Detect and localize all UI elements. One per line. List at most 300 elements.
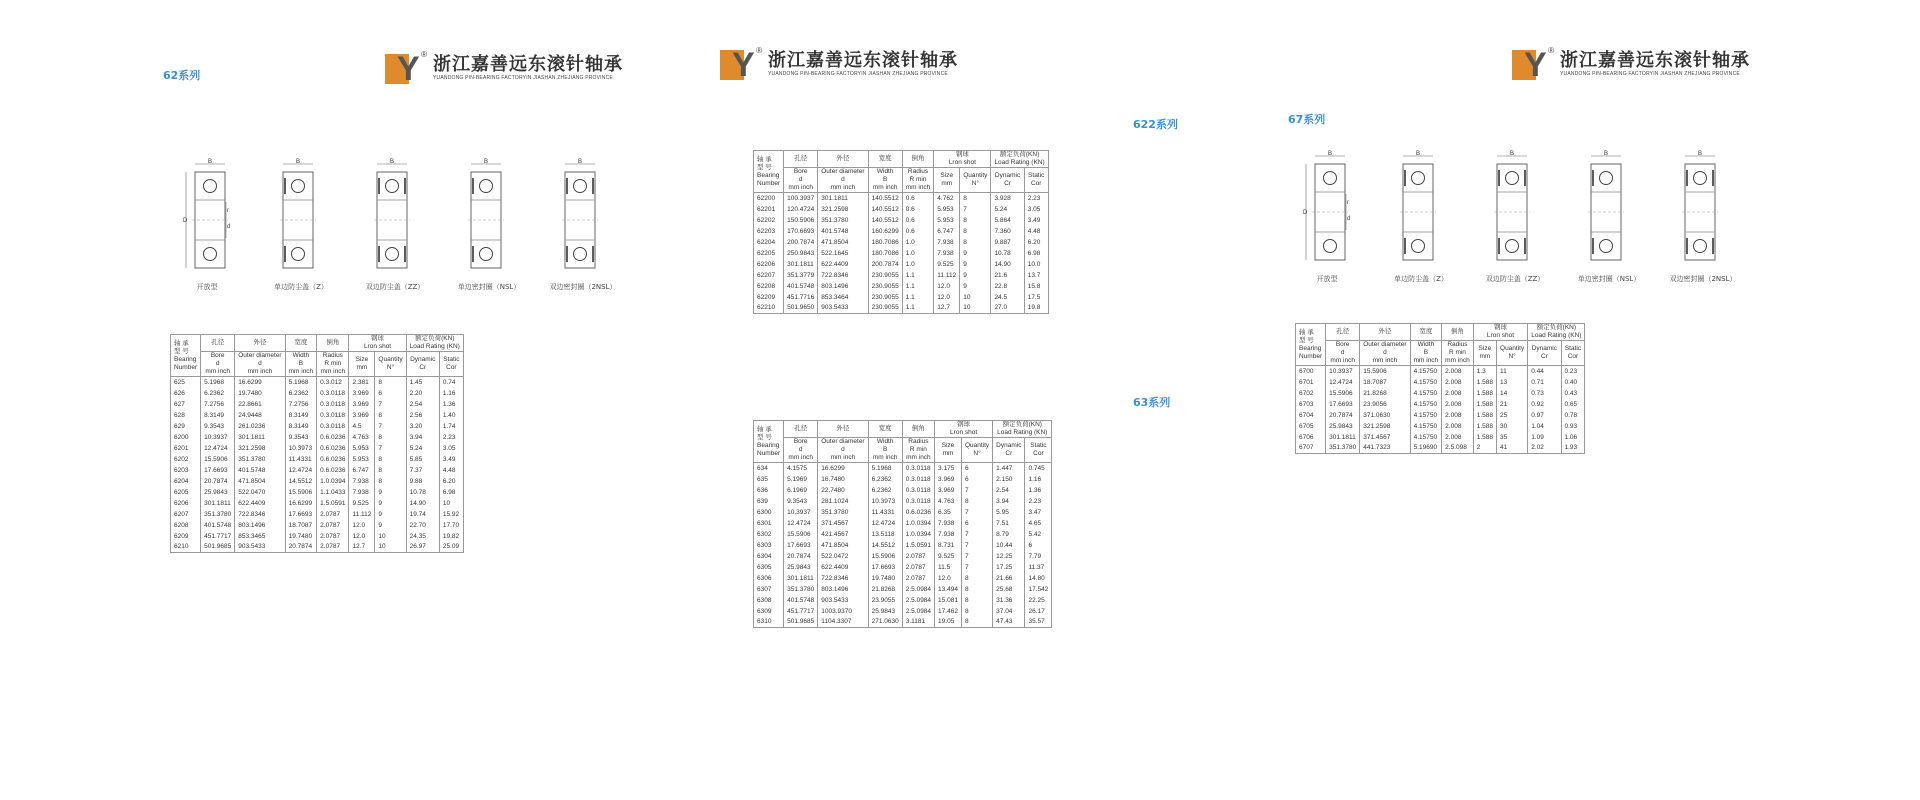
table-cell: 12.4724	[201, 443, 235, 454]
col-radius-en: Radius R min mm inch	[902, 168, 934, 193]
col-static: Static Cor	[1024, 168, 1048, 193]
table-cell: 0.3.0118	[902, 474, 934, 485]
table-cell: 10.78	[991, 248, 1024, 259]
table-cell: 21.8268	[1360, 388, 1410, 399]
col-od-cn: 外径	[818, 421, 868, 438]
table-cell: 170.6693	[784, 226, 818, 237]
table-row	[171, 542, 464, 553]
table-cell: 20.7874	[285, 542, 317, 553]
table-cell: 180.7086	[868, 248, 902, 259]
table-cell: 501.9685	[784, 617, 818, 628]
table-cell: 8	[375, 432, 406, 443]
table-cell: 14.80	[1025, 573, 1052, 584]
svg-text:B: B	[483, 159, 489, 165]
table-cell: 8.79	[993, 529, 1025, 540]
table-cell: 471.8504	[818, 540, 868, 551]
table-cell: 13.5118	[868, 529, 902, 540]
table-cell: 401.5748	[784, 595, 818, 606]
table-cell: 1.74	[439, 421, 463, 432]
brand-name-cn: 浙江嘉善远东滚针轴承	[433, 54, 623, 75]
col-size: Size mm	[349, 352, 375, 377]
table-cell: 12.4724	[285, 465, 317, 476]
table-cell: 180.7086	[868, 237, 902, 248]
table-cell: 7.938	[349, 487, 375, 498]
col-od-cn: 外径	[818, 151, 868, 168]
svg-text:B: B	[389, 159, 395, 165]
brand-name-en: YUANDONG PIN-BEARING FACTORYIN JIASHAN ZHEJIANG PROVINCE	[1560, 71, 1740, 77]
table-cell: 35	[1497, 432, 1528, 443]
table-cell: 2	[1473, 443, 1496, 454]
table-cell: 6.747	[934, 226, 960, 237]
col-ball: 钢球 Lron shot	[1473, 324, 1528, 341]
table-row	[754, 584, 1052, 595]
table-row	[171, 498, 464, 509]
table-cell: 47.43	[993, 617, 1025, 628]
col-ball: 钢球 Lron shot	[935, 421, 993, 438]
table-cell: 8.3149	[201, 410, 235, 421]
table-cell: 4.65	[1025, 518, 1052, 529]
table-cell: 3.47	[1025, 507, 1052, 518]
table-cell: 9.3543	[285, 432, 317, 443]
table-cell: 6206	[171, 498, 201, 509]
bearing-diagram-caption: 单边防尘盖（Z）	[1394, 275, 1448, 283]
svg-text:D: D	[183, 218, 188, 224]
table-cell: 1.588	[1473, 432, 1496, 443]
table-cell: 16.7480	[818, 474, 868, 485]
table-cell: 12.4724	[784, 518, 818, 529]
bearing-diagrams-right	[1280, 150, 1750, 284]
table-cell: 6	[1025, 540, 1052, 551]
table-cell: 5.19690	[1410, 443, 1442, 454]
svg-text:B: B	[1509, 151, 1515, 157]
table-cell: 1.16	[439, 388, 463, 399]
table-cell: 639	[754, 496, 784, 507]
table-cell: 421.4567	[818, 529, 868, 540]
table-cell: 6309	[754, 606, 784, 617]
table-cell: 722.8346	[235, 509, 285, 520]
svg-text:D: D	[1303, 210, 1308, 216]
table-cell: 3.49	[1024, 215, 1048, 226]
table-cell: 622.4409	[818, 562, 868, 573]
brand-name-en: YUANDONG PIN-BEARING FACTORYIN JIASHAN ZHEJIANG PROVINCE	[768, 71, 948, 77]
svg-text:B: B	[1697, 151, 1703, 157]
col-width-en: Width B mm inch	[868, 438, 902, 463]
table-cell: 0.3.0118	[317, 388, 349, 399]
bearing-diagram-double-shield	[1468, 150, 1562, 284]
col-bore-cn: 孔径	[1326, 324, 1360, 341]
table-row	[754, 617, 1052, 628]
col-od-en: Outer diameter d mm inch	[1360, 341, 1410, 366]
table-cell: 10.3937	[784, 507, 818, 518]
table-cell: 8	[960, 237, 991, 248]
col-od-en: Outer diameter d mm inch	[818, 438, 868, 463]
col-bore-en: Bore d mm inch	[201, 352, 235, 377]
table-cell: 1.5.0591	[902, 540, 934, 551]
bearing-diagram-open	[1280, 150, 1374, 284]
table-cell: 230.9055	[868, 303, 902, 314]
table-cell: 8	[961, 496, 992, 507]
table-cell: 4.15750	[1410, 432, 1442, 443]
table-cell: 8	[375, 476, 406, 487]
spec-table-63	[753, 420, 1052, 628]
table-cell: 0.78	[1561, 410, 1585, 421]
table-cell: 522.0472	[818, 551, 868, 562]
table-row	[754, 303, 1049, 314]
table-cell: 6.2362	[868, 474, 902, 485]
table-cell: 6700	[1296, 366, 1326, 377]
table-cell: 17.6693	[1326, 399, 1360, 410]
table-cell: 5.85	[406, 454, 439, 465]
table-cell: 5.1968	[285, 377, 317, 388]
table-cell: 3.969	[349, 410, 375, 421]
table-cell: 6204	[171, 476, 201, 487]
table-cell: 2.008	[1442, 366, 1474, 377]
table-cell: 0.6	[902, 193, 934, 204]
table-cell: 12.0	[934, 281, 960, 292]
table-cell: 17.25	[993, 562, 1025, 573]
table-cell: 1.1.0433	[317, 487, 349, 498]
table-cell: 2.20	[406, 388, 439, 399]
table-cell: 1.0	[902, 248, 934, 259]
table-cell: 6.747	[349, 465, 375, 476]
table-cell: 371.0630	[1360, 410, 1410, 421]
table-cell: 20.7874	[1326, 410, 1360, 421]
table-cell: 0.6.0236	[317, 465, 349, 476]
table-row	[754, 226, 1049, 237]
table-cell: 8	[961, 617, 992, 628]
table-cell: 7	[961, 540, 992, 551]
table-cell: 7.938	[935, 518, 962, 529]
table-cell: 3.175	[935, 463, 962, 474]
table-cell: 160.6299	[868, 226, 902, 237]
table-cell: 0.73	[1528, 388, 1561, 399]
table-cell: 321.2598	[1360, 421, 1410, 432]
bearing-diagram-caption: 单边密封圈（NSL）	[1577, 275, 1641, 283]
table-cell: 6.2362	[201, 388, 235, 399]
table-cell: 622.4409	[235, 498, 285, 509]
table-cell: 13	[1497, 377, 1528, 388]
table-cell: 4.15750	[1410, 377, 1442, 388]
table-cell: 4.15750	[1410, 388, 1442, 399]
table-cell: 12.4724	[868, 518, 902, 529]
table-cell: 26.17	[1025, 606, 1052, 617]
table-row	[171, 487, 464, 498]
table-cell: 628	[171, 410, 201, 421]
bearing-diagram-single-shield	[1374, 150, 1468, 284]
table-cell: 6704	[1296, 410, 1326, 421]
bearing-diagram-double-seal	[536, 158, 630, 292]
table-cell: 12.4724	[1326, 377, 1360, 388]
table-cell: 401.5748	[818, 226, 868, 237]
table-cell: 200.7874	[868, 259, 902, 270]
table-cell: 3.94	[406, 432, 439, 443]
table-cell: 9.525	[934, 259, 960, 270]
table-cell: 1.0.0394	[902, 529, 934, 540]
table-cell: 3.20	[406, 421, 439, 432]
table-cell: 1.45	[406, 377, 439, 388]
table-cell: 62203	[754, 226, 784, 237]
table-row	[754, 518, 1052, 529]
table-row	[171, 465, 464, 476]
table-cell: 722.8346	[818, 270, 868, 281]
series-title-67: 67系列	[1288, 113, 1326, 126]
table-cell: 4.15750	[1410, 421, 1442, 432]
col-od-cn: 外径	[1360, 324, 1410, 341]
table-cell: 351.3780	[235, 454, 285, 465]
table-cell: 0.6.0236	[317, 454, 349, 465]
table-cell: 19.74	[406, 509, 439, 520]
table-cell: 2.5.0984	[902, 595, 934, 606]
table-row	[754, 540, 1052, 551]
table-cell: 5.1968	[868, 463, 902, 474]
table-cell: 30	[1497, 421, 1528, 432]
brand-name-cn: 浙江嘉善远东滚针轴承	[1560, 50, 1750, 71]
col-bearing-number: 轴 承 型 号 Bearing Number	[754, 421, 784, 463]
col-dynamic: Dynamic Cr	[406, 352, 439, 377]
table-cell: 7	[961, 562, 992, 573]
table-cell: 25.9843	[201, 487, 235, 498]
table-row	[1296, 432, 1585, 443]
table-cell: 10.3973	[868, 496, 902, 507]
table-cell: 0.6	[902, 215, 934, 226]
table-cell: 501.9650	[784, 303, 818, 314]
table-cell: 26.97	[406, 542, 439, 553]
spec-table-622	[753, 150, 1049, 314]
series-title-62: 62系列	[163, 69, 201, 82]
table-cell: 230.9055	[868, 270, 902, 281]
table-cell: 25	[1497, 410, 1528, 421]
table-cell: 18.7087	[1360, 377, 1410, 388]
table-cell: 10.3973	[285, 443, 317, 454]
table-cell: 22.7480	[818, 485, 868, 496]
table-cell: 2.23	[439, 432, 463, 443]
col-load: 额定负荷(KN) Load Rating (KN)	[991, 151, 1048, 168]
bearing-diagram-open	[160, 158, 254, 292]
table-cell: 0.3.0118	[317, 399, 349, 410]
table-cell: 15.5906	[285, 487, 317, 498]
col-quantity: Quantity N°	[961, 438, 992, 463]
table-cell: 635	[754, 474, 784, 485]
table-cell: 803.1496	[818, 281, 868, 292]
table-cell: 1.588	[1473, 421, 1496, 432]
table-cell: 17.6693	[285, 509, 317, 520]
table-cell: 471.8504	[818, 237, 868, 248]
table-cell: 12.7	[349, 542, 375, 553]
table-cell: 8	[375, 377, 406, 388]
table-cell: 1.5.0591	[317, 498, 349, 509]
table-cell: 19.05	[935, 617, 962, 628]
table-cell: 903.5433	[818, 595, 868, 606]
table-cell: 41	[1497, 443, 1528, 454]
table-cell: 62202	[754, 215, 784, 226]
table-cell: 2.008	[1442, 421, 1474, 432]
table-cell: 9.3543	[201, 421, 235, 432]
table-cell: 9	[960, 270, 991, 281]
table-cell: 722.8346	[818, 573, 868, 584]
table-cell: 11.112	[349, 509, 375, 520]
table-cell: 10	[960, 292, 991, 303]
table-cell: 3.969	[935, 474, 962, 485]
col-bore-cn: 孔径	[201, 335, 235, 352]
col-static: Static Cor	[1025, 438, 1052, 463]
table-cell: 27.0	[991, 303, 1024, 314]
table-cell: 10	[439, 498, 463, 509]
table-cell: 6.2362	[285, 388, 317, 399]
table-cell: 351.3780	[201, 509, 235, 520]
table-cell: 6304	[754, 551, 784, 562]
table-cell: 1.447	[993, 463, 1025, 474]
table-cell: 321.2598	[818, 204, 868, 215]
table-cell: 6301	[754, 518, 784, 529]
table-cell: 2.23	[1024, 193, 1048, 204]
table-cell: 8.3149	[285, 410, 317, 421]
table-cell: 522.1645	[818, 248, 868, 259]
table-cell: 6303	[754, 540, 784, 551]
col-width-cn: 宽度	[1410, 324, 1442, 341]
bearing-diagram-caption: 双边防尘盖（ZZ）	[1485, 275, 1545, 283]
table-cell: 6210	[171, 542, 201, 553]
table-cell: 1.588	[1473, 410, 1496, 421]
table-cell: 9	[960, 259, 991, 270]
table-cell: 9.887	[991, 237, 1024, 248]
table-cell: 0.65	[1561, 399, 1585, 410]
table-cell: 15.5906	[1326, 388, 1360, 399]
table-cell: 7.938	[349, 476, 375, 487]
table-cell: 3.928	[991, 193, 1024, 204]
table-cell: 10	[375, 531, 406, 542]
table-row	[1296, 366, 1585, 377]
table-cell: 25.68	[993, 584, 1025, 595]
table-cell: 7.37	[406, 465, 439, 476]
col-bore-en: Bore d mm inch	[784, 168, 818, 193]
table-cell: 10	[960, 303, 991, 314]
col-quantity: Quantity N°	[375, 352, 406, 377]
table-cell: 12.7	[934, 303, 960, 314]
table-cell: 14.5512	[285, 476, 317, 487]
table-cell: 634	[754, 463, 784, 474]
table-cell: 13.494	[935, 584, 962, 595]
table-row	[171, 410, 464, 421]
table-cell: 7	[961, 485, 992, 496]
table-cell: 636	[754, 485, 784, 496]
table-cell: 100.3937	[784, 193, 818, 204]
table-row	[1296, 410, 1585, 421]
col-radius-en: Radius R min mm inch	[317, 352, 349, 377]
table-cell: 6	[961, 474, 992, 485]
bearing-diagram-single-seal	[1562, 150, 1656, 284]
table-cell: 19.8	[1024, 303, 1048, 314]
table-cell: 351.3780	[818, 215, 868, 226]
table-cell: 15.081	[935, 595, 962, 606]
table-cell: 0.40	[1561, 377, 1585, 388]
table-cell: 37.04	[993, 606, 1025, 617]
col-bearing-number: 轴 承 型 号 Bearing Number	[171, 335, 201, 377]
table-cell: 35.57	[1025, 617, 1052, 628]
table-cell: 10.0	[1024, 259, 1048, 270]
table-cell: 6.20	[439, 476, 463, 487]
table-cell: 1.1	[902, 292, 934, 303]
table-cell: 2.381	[349, 377, 375, 388]
series-title-63: 63系列	[1133, 396, 1171, 409]
table-cell: 5.953	[934, 204, 960, 215]
col-width-en: Width B mm inch	[868, 168, 902, 193]
table-cell: 6307	[754, 584, 784, 595]
table-cell: 2.0787	[317, 531, 349, 542]
table-cell: 0.93	[1561, 421, 1585, 432]
bearing-diagram-caption: 开放型	[196, 283, 218, 291]
col-static: Static Cor	[439, 352, 463, 377]
table-cell: 6200	[171, 432, 201, 443]
table-cell: 12.0	[349, 531, 375, 542]
table-cell: 15.5906	[201, 454, 235, 465]
bearing-diagram-single-seal	[442, 158, 536, 292]
table-cell: 8	[960, 215, 991, 226]
table-cell: 1003.9370	[818, 606, 868, 617]
table-cell: 230.9055	[868, 281, 902, 292]
table-cell: 8	[375, 465, 406, 476]
table-cell: 9	[960, 248, 991, 259]
table-cell: 1.0.0394	[317, 476, 349, 487]
table-cell: 15.5906	[868, 551, 902, 562]
table-cell: 62208	[754, 281, 784, 292]
table-cell: 17.70	[439, 520, 463, 531]
table-cell: 626	[171, 388, 201, 399]
table-cell: 6203	[171, 465, 201, 476]
table-cell: 7.2756	[285, 399, 317, 410]
table-cell: 25.9843	[784, 562, 818, 573]
brand-logo-right	[1510, 46, 1750, 82]
table-cell: 2.0787	[317, 520, 349, 531]
table-cell: 1.0	[902, 237, 934, 248]
table-cell: 19.82	[439, 531, 463, 542]
table-cell: 200.7874	[784, 237, 818, 248]
table-row	[754, 507, 1052, 518]
table-cell: 301.1811	[818, 193, 868, 204]
table-cell: 1.16	[1025, 474, 1052, 485]
table-cell: 853.3465	[235, 531, 285, 542]
table-row	[171, 388, 464, 399]
table-cell: 5.953	[349, 443, 375, 454]
bearing-diagram-caption: 单边防尘盖（Z）	[274, 283, 328, 291]
table-row	[754, 496, 1052, 507]
table-cell: 19.7480	[868, 573, 902, 584]
table-cell: 140.5512	[868, 204, 902, 215]
table-cell: 7.79	[1025, 551, 1052, 562]
table-cell: 0.6.0236	[317, 432, 349, 443]
table-row	[171, 520, 464, 531]
table-cell: 4.1575	[784, 463, 818, 474]
table-cell: 301.1811	[784, 573, 818, 584]
table-cell: 6209	[171, 531, 201, 542]
table-cell: 261.0236	[235, 421, 285, 432]
table-cell: 7.360	[991, 226, 1024, 237]
table-cell: 2.150	[993, 474, 1025, 485]
table-cell: 5.24	[406, 443, 439, 454]
brand-mark-icon: Y ®	[718, 46, 762, 82]
table-cell: 0.23	[1561, 366, 1585, 377]
table-cell: 1.3	[1473, 366, 1496, 377]
col-load: 额定负荷(KN) Load Rating (KN)	[406, 335, 463, 352]
table-cell: 1.1	[902, 303, 934, 314]
table-cell: 2.0787	[902, 551, 934, 562]
table-cell: 6705	[1296, 421, 1326, 432]
table-cell: 21.6	[991, 270, 1024, 281]
table-row	[171, 421, 464, 432]
table-cell: 31.36	[993, 595, 1025, 606]
table-cell: 10.3937	[201, 432, 235, 443]
table-cell: 271.0630	[868, 617, 902, 628]
col-dynamic: Dynamic Cr	[993, 438, 1025, 463]
